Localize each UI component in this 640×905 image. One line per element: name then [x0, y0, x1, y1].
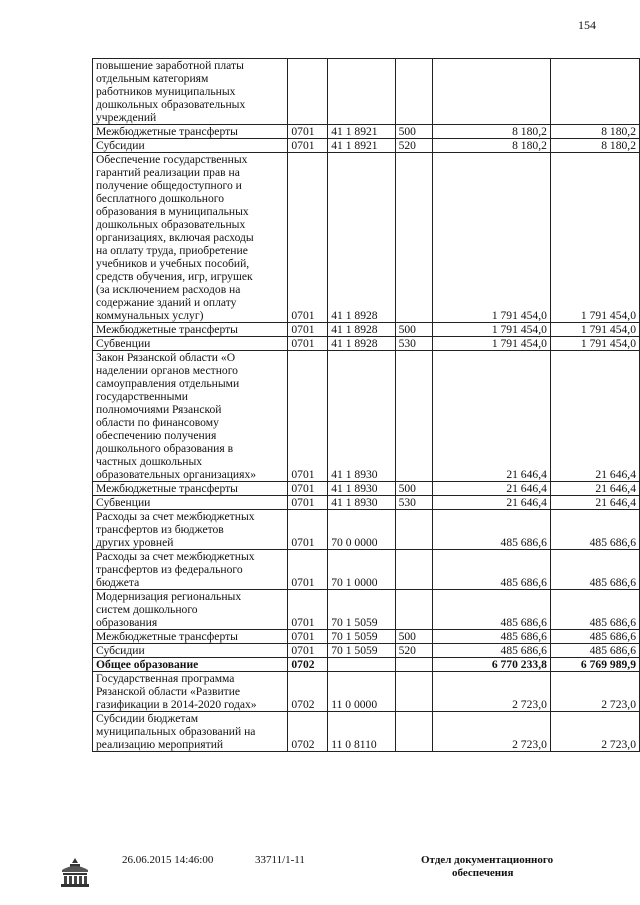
amount-2017: 485 686,6: [550, 510, 639, 550]
article-code: 70 0 0000: [328, 510, 395, 550]
amount-2017: 1 791 454,0: [550, 153, 639, 323]
row-name-line: учебников и учебных пособий,: [96, 257, 250, 270]
section-code: 0701: [288, 323, 328, 337]
row-name: [93, 153, 288, 323]
section-code: 0701: [288, 482, 328, 496]
row-name-line: на оплату труда, приобретение: [96, 244, 248, 257]
amount-2016: 2 723,0: [433, 712, 551, 752]
row-name-line: частных дошкольных: [96, 455, 203, 468]
amount-2017: 1 791 454,0: [550, 337, 639, 351]
amount-2016: 8 180,2: [433, 125, 551, 139]
row-name-line: полномочиями Рязанской: [96, 403, 222, 416]
row-name: [93, 125, 288, 139]
article-code: 41 1 8928: [328, 153, 395, 323]
row-name-line: реализацию мероприятий: [96, 738, 224, 751]
row-name-line: Субвенции: [96, 337, 151, 350]
article-code: 41 1 8928: [328, 323, 395, 337]
amount-2017: 21 646,4: [550, 351, 639, 482]
footer-doc-number: 33711/1-11: [255, 854, 305, 866]
row-name-line: Расходы за счет межбюджетных: [96, 510, 255, 523]
row-name-line: Субсидии бюджетам: [96, 712, 199, 725]
row-name-line: Субсидии: [96, 139, 145, 152]
article-code: 70 1 5059: [328, 644, 395, 658]
table-row: [93, 153, 640, 323]
row-name: [93, 510, 288, 550]
table-row: [93, 351, 640, 482]
expense-type-code: 500: [395, 630, 433, 644]
row-name-line: дошкольных образовательных: [96, 218, 246, 231]
article-code: 11 0 0000: [328, 672, 395, 712]
amount-2016: 485 686,6: [433, 590, 551, 630]
section-code: 0702: [288, 712, 328, 752]
row-name-line: работников муниципальных: [96, 85, 236, 98]
row-name: [93, 139, 288, 153]
article-code: 70 1 0000: [328, 550, 395, 590]
article-code: 41 1 8921: [328, 139, 395, 153]
page-footer: [0, 850, 640, 900]
table-row: [93, 644, 640, 658]
row-name-line: государственными: [96, 390, 188, 403]
amount-2016: 2 723,0: [433, 672, 551, 712]
amount-2017: 2 723,0: [550, 672, 639, 712]
row-name-line: дошкольных образовательных: [96, 98, 246, 111]
amount-2017: [550, 59, 639, 125]
row-name: [93, 672, 288, 712]
section-code: 0701: [288, 630, 328, 644]
article-code: 41 1 8930: [328, 496, 395, 510]
row-name-line: Межбюджетные трансферты: [96, 482, 238, 495]
section-code: 0701: [288, 125, 328, 139]
row-name-line: Государственная программа: [96, 672, 235, 685]
expense-type-code: [395, 510, 433, 550]
amount-2017: 8 180,2: [550, 125, 639, 139]
expense-type-code: 500: [395, 482, 433, 496]
section-code: 0701: [288, 550, 328, 590]
row-name-line: самоуправления отдельными: [96, 377, 240, 390]
article-code: 41 1 8921: [328, 125, 395, 139]
row-name-line: организациях, включая расходы: [96, 231, 254, 244]
expense-type-code: [395, 351, 433, 482]
expense-type-code: [395, 59, 433, 125]
footer-department-cont: обеспечения: [452, 867, 514, 879]
expense-type-code: [395, 153, 433, 323]
amount-2017: 8 180,2: [550, 139, 639, 153]
row-name-line: (за исключением расходов на: [96, 283, 241, 296]
article-code: 11 0 8110: [328, 712, 395, 752]
amount-2017: 21 646,4: [550, 496, 639, 510]
row-name: [93, 482, 288, 496]
amount-2016: 21 646,4: [433, 351, 551, 482]
table-row: [93, 337, 640, 351]
table-row: [93, 139, 640, 153]
table-row: [93, 510, 640, 550]
table-row: [93, 496, 640, 510]
row-name-line: обеспечению получения: [96, 429, 217, 442]
section-code: 0701: [288, 644, 328, 658]
row-name: [93, 496, 288, 510]
table-row: [93, 323, 640, 337]
row-name-line: образования в муниципальных: [96, 205, 249, 218]
row-name-line: наделении органов местного: [96, 364, 238, 377]
amount-2017: 21 646,4: [550, 482, 639, 496]
amount-2016: 21 646,4: [433, 482, 551, 496]
row-name: [93, 351, 288, 482]
amount-2017: 1 791 454,0: [550, 323, 639, 337]
row-name: [93, 590, 288, 630]
row-name-line: дошкольного образования в: [96, 442, 234, 455]
row-name: [93, 323, 288, 337]
row-name-line: образования: [96, 616, 158, 629]
row-name-line: Субвенции: [96, 496, 151, 509]
row-name-line: Межбюджетные трансферты: [96, 323, 238, 336]
row-name-line: Субсидии: [96, 644, 145, 657]
expense-type-code: 530: [395, 337, 433, 351]
row-name: [93, 712, 288, 752]
budget-table: [92, 58, 640, 752]
article-code: 70 1 5059: [328, 590, 395, 630]
row-name-line: Расходы за счет межбюджетных: [96, 550, 255, 563]
row-name-line: газификации в 2014-2020 годах»: [96, 698, 257, 711]
expense-type-code: [395, 712, 433, 752]
row-name-line: содержание зданий и оплату: [96, 296, 237, 309]
section-code: [288, 59, 328, 125]
row-name: [93, 337, 288, 351]
table-row: [93, 125, 640, 139]
amount-2016: 1 791 454,0: [433, 337, 551, 351]
amount-2016: 6 770 233,8: [433, 658, 551, 672]
section-code: 0702: [288, 658, 328, 672]
row-name-line: трансфертов из бюджетов: [96, 523, 224, 536]
amount-2017: 485 686,6: [550, 590, 639, 630]
expense-type-code: 500: [395, 323, 433, 337]
amount-2017: 485 686,6: [550, 644, 639, 658]
row-name-line: коммунальных услуг): [96, 309, 204, 322]
amount-2017: 2 723,0: [550, 712, 639, 752]
table-row: [93, 590, 640, 630]
row-name-line: области по финансовому: [96, 416, 219, 429]
row-name-line: средств обучения, игр, игрушек: [96, 270, 253, 283]
row-name-line: отдельным категориям: [96, 72, 209, 85]
row-name-line: бесплатного дошкольного: [96, 192, 225, 205]
article-code: 70 1 5059: [328, 630, 395, 644]
section-code: 0701: [288, 337, 328, 351]
row-name-line: Общее образование: [96, 658, 199, 671]
article-code: [328, 658, 395, 672]
amount-2017: 485 686,6: [550, 550, 639, 590]
amount-2016: 1 791 454,0: [433, 153, 551, 323]
row-name: [93, 644, 288, 658]
section-code: 0701: [288, 351, 328, 482]
amount-2017: 485 686,6: [550, 630, 639, 644]
article-code: [328, 59, 395, 125]
table-row: [93, 672, 640, 712]
table-row: [93, 630, 640, 644]
article-code: 41 1 8930: [328, 351, 395, 482]
amount-2017: 6 769 989,9: [550, 658, 639, 672]
row-name-line: Межбюджетные трансферты: [96, 630, 238, 643]
row-name-line: Модернизация региональных: [96, 590, 242, 603]
section-code: 0701: [288, 590, 328, 630]
row-name-line: бюджета: [96, 576, 140, 589]
row-name-line: образовательных организациях»: [96, 468, 257, 481]
section-code: 0702: [288, 672, 328, 712]
footer-datetime: 26.06.2015 14:46:00: [122, 854, 214, 866]
amount-2016: 485 686,6: [433, 550, 551, 590]
row-name-line: получение общедоступного и: [96, 179, 242, 192]
expense-type-code: [395, 658, 433, 672]
row-name: [93, 630, 288, 644]
row-name-line: других уровней: [96, 536, 174, 549]
table-row: [93, 550, 640, 590]
article-code: 41 1 8930: [328, 482, 395, 496]
row-name-line: повышение заработной платы: [96, 59, 244, 72]
expense-type-code: 520: [395, 644, 433, 658]
row-name-line: Обеспечение государственных: [96, 153, 248, 166]
section-code: 0701: [288, 510, 328, 550]
coat-of-arms-icon: [58, 856, 92, 888]
amount-2016: 485 686,6: [433, 630, 551, 644]
row-name-line: муниципальных образований на: [96, 725, 256, 738]
amount-2016: 8 180,2: [433, 139, 551, 153]
expense-type-code: [395, 672, 433, 712]
expense-type-code: 530: [395, 496, 433, 510]
expense-type-code: [395, 550, 433, 590]
section-code: 0701: [288, 139, 328, 153]
amount-2016: [433, 59, 551, 125]
article-code: 41 1 8928: [328, 337, 395, 351]
table-row: [93, 658, 640, 672]
row-name-line: Рязанской области «Развитие: [96, 685, 241, 698]
row-name-line: учреждений: [96, 111, 157, 124]
section-code: 0701: [288, 496, 328, 510]
amount-2016: 1 791 454,0: [433, 323, 551, 337]
row-name: [93, 59, 288, 125]
amount-2016: 485 686,6: [433, 644, 551, 658]
row-name-line: систем дошкольного: [96, 603, 198, 616]
amount-2016: 21 646,4: [433, 496, 551, 510]
footer-department: Отдел документационного: [421, 854, 554, 866]
row-name: [93, 550, 288, 590]
row-name-line: Межбюджетные трансферты: [96, 125, 238, 138]
table-row: [93, 712, 640, 752]
table-row: [93, 482, 640, 496]
row-name: [93, 658, 288, 672]
budget-table-body: [93, 59, 640, 752]
row-name-line: гарантий реализации прав на: [96, 166, 240, 179]
amount-2016: 485 686,6: [433, 510, 551, 550]
page-number: 154: [578, 18, 596, 32]
row-name-line: Закон Рязанской области «О: [96, 351, 236, 364]
table-row: [93, 59, 640, 125]
row-name-line: трансфертов из федерального: [96, 563, 243, 576]
expense-type-code: [395, 590, 433, 630]
expense-type-code: 500: [395, 125, 433, 139]
section-code: 0701: [288, 153, 328, 323]
expense-type-code: 520: [395, 139, 433, 153]
